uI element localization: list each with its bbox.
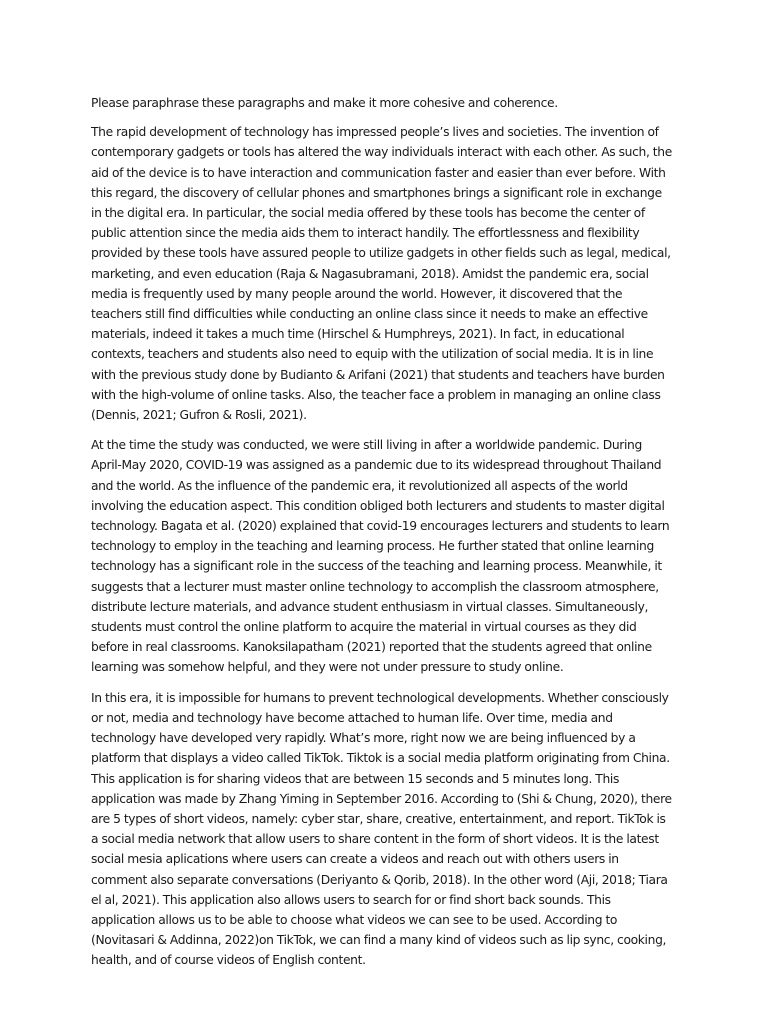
paragraph-3: In this era, it is impossible for humans to prevent technological developments. Whether consciously or not, media and technology have become attached to human life. Over time, media and technology have developed very rapidly. What’s more, right now we are being influenced by a platform that displays a video called TikTok. Tiktok is a social media platform originating from China. This application is for sharing videos that are between 15 seconds and 5 minutes long. This application was made by Zhang Yiming in September 2016. According to (Shi & Chung, 2020), there are 5 types of short videos, namely: cyber star, share, creative, entertainment, and report. TikTok is a social media network that allow users to share content in the form of short videos. It is the latest social mesia aplications where users can create a videos and reach out with others users in comment also separate conversations (Deriyanto & Qorib, 2018). In the other word (Aji, 2018; Tiara el al, 2021). This application also allows users to search for or find short back sounds. This application allows us to be able to choose what videos we can see to be used. According to (Novitasari & Addinna, 2022)on TikTok, we can find a many kind of videos such as lip sync, cooking, health, and of course videos of English content. bbox=[91, 690, 672, 968]
instruction-text: Please paraphrase these paragraphs and make it more cohesive and coherence. bbox=[91, 96, 558, 110]
document-body bbox=[91, 93, 674, 981]
paragraph-1: The rapid development of technology has impressed people’s lives and societies. The invention of contemporary gadgets or tools has altered the way individuals interact with each other. As such, the aid of the device is to have interaction and communication faster and easier than ever before. With this regard, the discovery of cellular phones and smartphones brings a significant role in exchange in the digital era. In particular, the social media offered by these tools has become the center of public attention since the media aids them to interact handily. The effortlessness and flexibility provided by these tools have assured people to utilize gadgets in other fields such as legal, medical, marketing, and even education (Raja & Nagasubramani, 2018). Amidst the pandemic era, social media is frequently used by many people around the world. However, it discovered that the teachers still find difficulties while conducting an online class since it needs to make an effective materials, indeed it takes a much time (Hirschel & Humphreys, 2021). In fact, in educational contexts, teachers and students also need to equip with the utilization of social media. It is in line with the previous study done by Budianto & Arifani (2021) that students and teachers have burden with the high-volume of online tasks. Also, the teacher face a problem in managing an online class (Dennis, 2021; Gufron & Rosli, 2021). bbox=[91, 125, 672, 423]
paragraph-2: At the time the study was conducted, we were still living in after a worldwide pandemic. During April-May 2020, COVID-19 was assigned as a pandemic due to its widespread throughout Thailand and the world. As the influence of the pandemic era, it revolutionized all aspects of the world involving the education aspect. This condition obliged both lecturers and students to master digital technology. Bagata et al. (2020) explained that covid-19 encourages lecturers and students to learn technology to employ in the teaching and learning process. He further stated that online learning technology has a significant role in the success of the teaching and learning process. Meanwhile, it suggests that a lecturer must master online technology to accomplish the classroom atmosphere, distribute lecture materials, and advance student enthusiasm in virtual classes. Simultaneously, students must control the online platform to acquire the material in virtual courses as they did before in real classrooms. Kanoksilapatham (2021) reported that the students agreed that online learning was somehow helpful, and they were not under pressure to study online. bbox=[91, 438, 670, 675]
